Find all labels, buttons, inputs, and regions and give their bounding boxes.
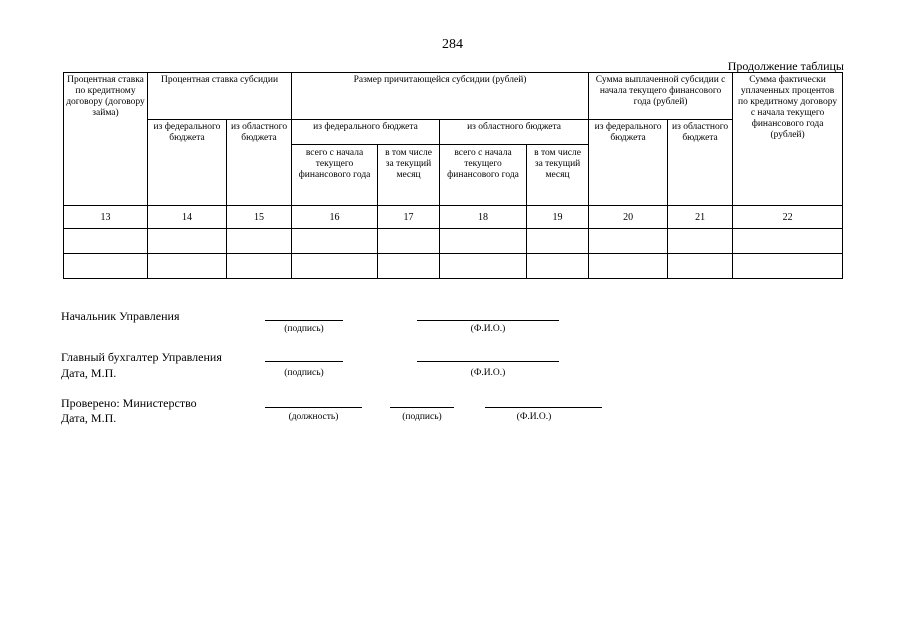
- column-number: 15: [227, 206, 292, 229]
- header-federal-month: в том числе за текущий месяц: [378, 145, 440, 206]
- table-cell: [292, 254, 378, 279]
- table-cell: [64, 229, 148, 254]
- checked-name-line: [485, 407, 602, 408]
- head-name-line: [417, 320, 559, 321]
- table-cell: [440, 229, 527, 254]
- table-cell: [733, 229, 843, 254]
- table-cell: [378, 254, 440, 279]
- table-cell: [148, 229, 227, 254]
- header-subsidy-amount: Размер причитающейся субсидии (рублей): [292, 73, 589, 120]
- table-cell: [527, 254, 589, 279]
- table-cell: [527, 229, 589, 254]
- header-regional-month: в том числе за текущий месяц: [527, 145, 589, 206]
- table-cell: [440, 254, 527, 279]
- accountant-signature-caption: (подпись): [284, 368, 324, 378]
- subsidy-table: [63, 72, 843, 279]
- column-number: 19: [527, 206, 589, 229]
- accountant-title: Главный бухгалтер Управления: [61, 350, 222, 364]
- table-cell: [668, 229, 733, 254]
- table-cell: [64, 254, 148, 279]
- accountant-date: Дата, М.П.: [61, 366, 117, 380]
- table-cell: [292, 229, 378, 254]
- header-regional-total: всего с начала текущего финансового года: [440, 145, 527, 206]
- header-interest-rate: Процентная ставка по кредитному договору (договору займа): [64, 73, 148, 206]
- checked-signature-caption: (подпись): [402, 412, 442, 422]
- checked-position-line: [265, 407, 362, 408]
- header-subsidy-paid: Сумма выплаченной субсидии с начала текущего финансового года (рублей): [589, 73, 733, 120]
- checked-position-caption: (должность): [288, 412, 339, 422]
- accountant-name-line: [417, 361, 559, 362]
- column-number: 22: [733, 206, 843, 229]
- column-number: 20: [589, 206, 668, 229]
- checked-name-caption: (Ф.И.О.): [516, 412, 552, 422]
- checked-title: Проверено: Министерство: [61, 396, 197, 410]
- table-row: [64, 254, 843, 279]
- header-rate-regional: из областного бюджета: [227, 120, 292, 206]
- accountant-signature-line: [265, 361, 343, 362]
- table-cell: [589, 229, 668, 254]
- table-cell: [733, 254, 843, 279]
- table-cell: [378, 229, 440, 254]
- checked-signature-line: [390, 407, 454, 408]
- column-number: 18: [440, 206, 527, 229]
- column-number: 13: [64, 206, 148, 229]
- header-amount-regional: из областного бюджета: [440, 120, 589, 145]
- table-cell: [227, 229, 292, 254]
- column-number: 14: [148, 206, 227, 229]
- checked-date: Дата, М.П.: [61, 411, 117, 425]
- header-rate-federal: из федерального бюджета: [148, 120, 227, 206]
- table-cell: [148, 254, 227, 279]
- table-cell: [668, 254, 733, 279]
- header-subsidy-rate: Процентная ставка субсидии: [148, 73, 292, 120]
- header-interest-paid: Сумма фактически уплаченных процентов по кредитному договору с начала текущего финансового года (рублей): [733, 73, 843, 206]
- header-paid-regional: из областного бюджета: [668, 120, 733, 206]
- head-name-caption: (Ф.И.О.): [470, 324, 506, 334]
- head-signature-line: [265, 320, 343, 321]
- table-row: [64, 229, 843, 254]
- head-signature-caption: (подпись): [284, 324, 324, 334]
- accountant-name-caption: (Ф.И.О.): [470, 368, 506, 378]
- column-number: 17: [378, 206, 440, 229]
- table-cell: [227, 254, 292, 279]
- head-title: Начальник Управления: [61, 309, 180, 323]
- table-cell: [589, 254, 668, 279]
- page-number: 284: [442, 37, 463, 52]
- header-federal-total: всего с начала текущего финансового года: [292, 145, 378, 206]
- continuation-label: Продолжение таблицы: [727, 59, 844, 73]
- column-number: 21: [668, 206, 733, 229]
- header-paid-federal: из федерального бюджета: [589, 120, 668, 206]
- header-amount-federal: из федерального бюджета: [292, 120, 440, 145]
- column-number: 16: [292, 206, 378, 229]
